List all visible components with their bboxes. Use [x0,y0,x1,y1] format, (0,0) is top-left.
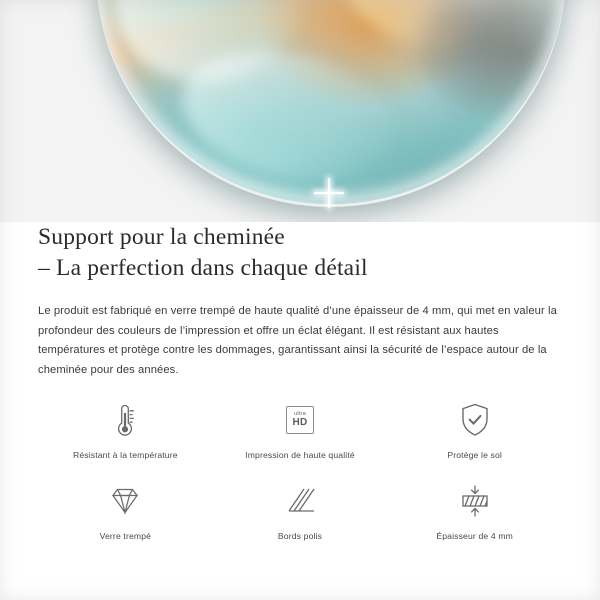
page-title-line-2: – La perfection dans chaque détail [38,255,368,281]
feature-label: Verre trempé [99,531,152,541]
page-title-line-1: Support pour la cheminée [38,224,285,250]
page-title [38,222,562,284]
feature-item-polished-edges [213,479,388,542]
thermometer-icon [108,398,142,442]
polished-edges-icon [283,479,317,523]
feature-item-tempered-glass [38,479,213,542]
feature-label: Bords polis [277,531,323,541]
feature-item-floor-protection [387,398,562,461]
shield-check-icon [458,398,492,442]
diamond-icon [106,479,144,523]
ultra-hd-icon [286,398,314,442]
text-block [0,222,600,380]
feature-item-temperature-resistant [38,398,213,461]
feature-label: Épaisseur de 4 mm [436,531,513,541]
feature-label: Protège le sol [447,450,502,460]
ultra-hd-badge-top: ultra [294,410,306,417]
round-glass-panel [96,0,566,204]
feature-grid [38,398,562,542]
hero-image [0,0,600,222]
feature-label: Impression de haute qualité [245,450,355,460]
glass-edge-highlight [96,0,566,204]
description-paragraph: Le produit est fabriqué en verre trempé de haute qualité d’une épaisseur de 4 mm, qui met en valeur la profondeur des couleurs de l’impression et offre un éclat élégant. Il est résistant aux hautes températures et protège contre les dommages, garantissant ainsi la sécurité de l’espace autour de la cheminée pour des années. [38,305,557,376]
feature-item-thickness [387,479,562,542]
feature-label: Résistant à la température [72,450,178,460]
feature-item-high-quality-print [213,398,388,461]
ultra-hd-badge-bottom: HD [292,417,308,429]
thickness-arrows-icon [457,479,493,523]
